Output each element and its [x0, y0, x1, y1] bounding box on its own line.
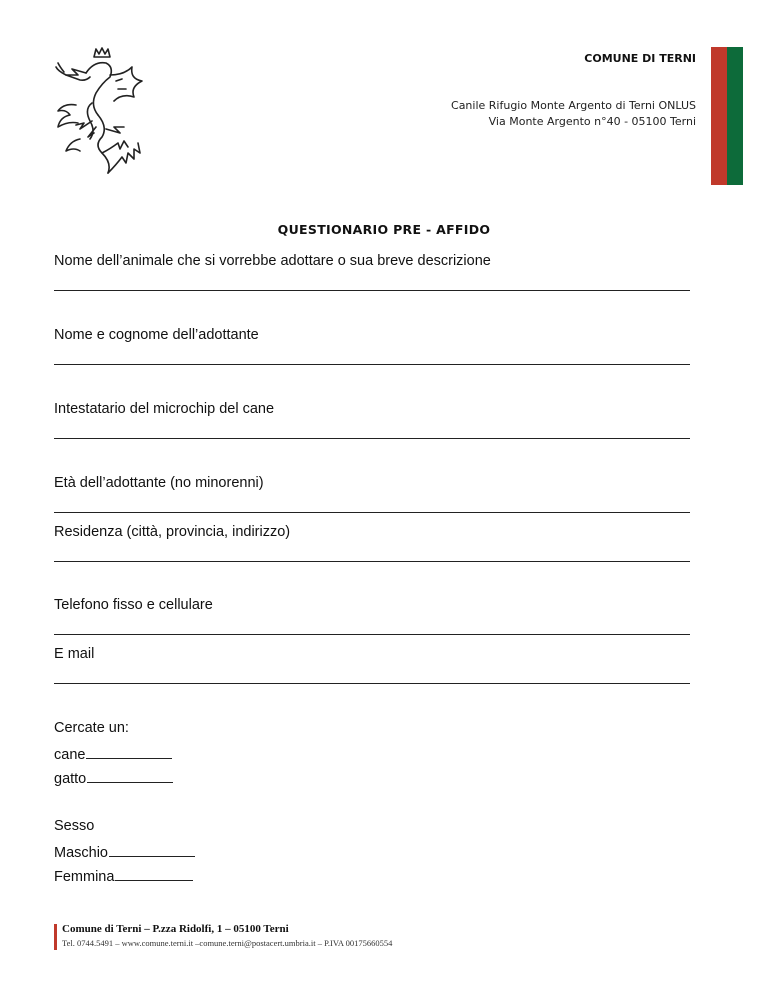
option-femmina-label: Femmina: [54, 869, 115, 885]
question-microchip-holder: Intestatario del microchip del cane: [54, 401, 275, 417]
option-femmina-blank[interactable]: [115, 866, 193, 881]
italian-flag-bar: [711, 47, 743, 185]
question-phone: Telefono fisso e cellulare: [54, 597, 213, 613]
question-sex: Sesso: [54, 818, 95, 834]
flag-red-stripe: [711, 47, 727, 185]
answer-line-adopter-age[interactable]: [54, 512, 690, 513]
dragon-crest-logo: [50, 45, 154, 181]
option-gatto: [54, 768, 173, 787]
option-cane-label: cane: [54, 747, 86, 763]
flag-green-stripe: [727, 47, 743, 185]
address-line-2: Via Monte Argento n°40 - 05100 Terni: [488, 115, 696, 128]
answer-line-residence[interactable]: [54, 561, 690, 562]
answer-line-microchip-holder[interactable]: [54, 438, 690, 439]
option-maschio: [54, 842, 195, 861]
option-cane: [54, 744, 172, 763]
answer-line-adopter-name[interactable]: [54, 364, 690, 365]
question-animal-name: Nome dell’animale che si vorrebbe adottare o sua breve descrizione: [54, 253, 491, 269]
option-gatto-blank[interactable]: [87, 768, 173, 783]
question-adopter-age: Età dell’adottante (no minorenni): [54, 475, 264, 491]
question-email: E mail: [54, 646, 95, 662]
footer-address: Comune di Terni – P.zza Ridolfi, 1 – 05100 Terni: [62, 923, 289, 935]
shelter-address: [451, 98, 696, 130]
answer-line-animal-name[interactable]: [54, 290, 690, 291]
document-title: QUESTIONARIO PRE - AFFIDO: [277, 222, 491, 237]
question-animal-type: Cercate un:: [54, 720, 129, 736]
option-gatto-label: gatto: [54, 771, 87, 787]
option-cane-blank[interactable]: [86, 744, 172, 759]
question-residence: Residenza (città, provincia, indirizzo): [54, 524, 291, 540]
option-maschio-blank[interactable]: [109, 842, 195, 857]
answer-line-phone[interactable]: [54, 634, 690, 635]
answer-line-email[interactable]: [54, 683, 690, 684]
address-line-1: Canile Rifugio Monte Argento di Terni ONLUS: [451, 99, 696, 112]
option-femmina: [54, 866, 193, 885]
footer-accent-bar: [54, 924, 57, 950]
comune-heading: COMUNE DI TERNI: [584, 52, 696, 65]
footer-contacts: Tel. 0744.5491 – www.comune.terni.it –comune.terni@postacert.umbria.it – P.IVA 00175660554: [62, 938, 393, 948]
option-maschio-label: Maschio: [54, 845, 108, 861]
question-adopter-name: Nome e cognome dell’adottante: [54, 327, 259, 343]
